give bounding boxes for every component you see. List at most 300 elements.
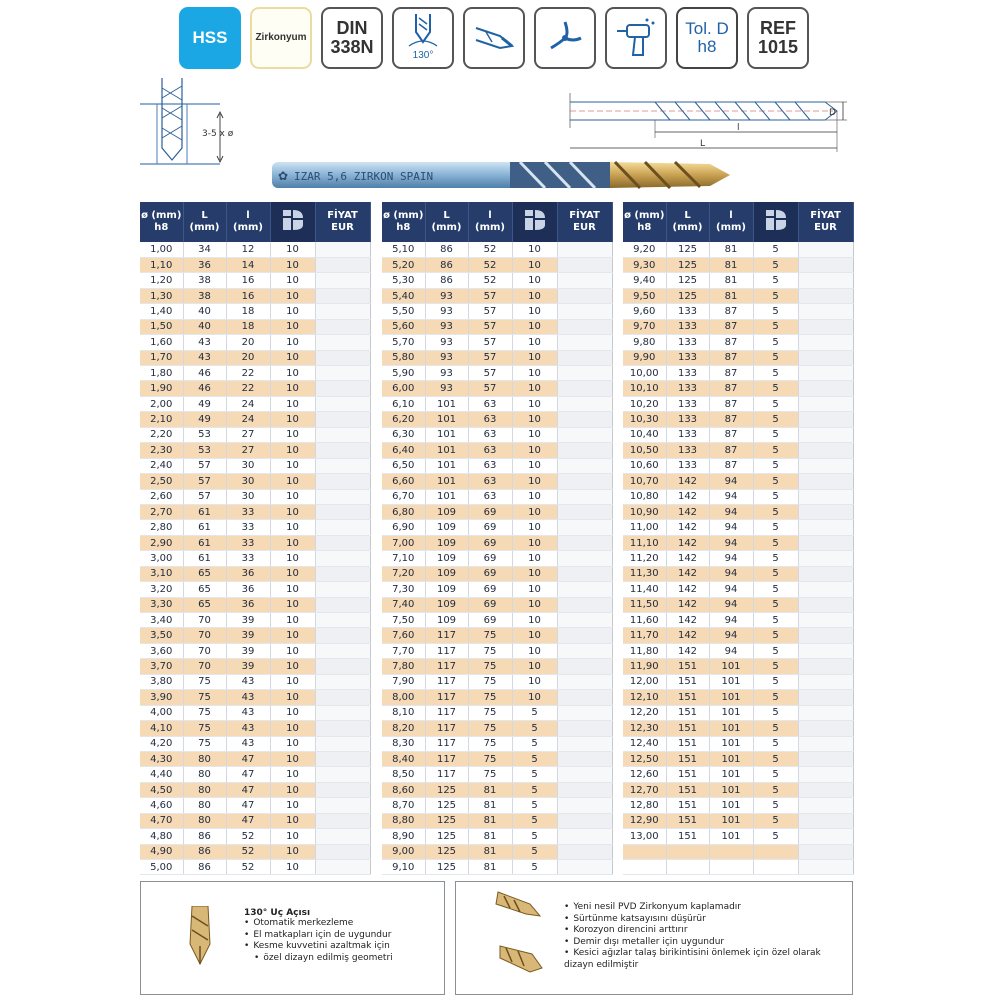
cell-flute-length: 101 [709,690,753,705]
cell-price [798,782,853,797]
cell-price [557,458,612,473]
table-row [140,674,370,689]
cell-pack-quantity: 5 [753,690,798,705]
table-row [140,767,370,782]
cell-total-length: 142 [666,628,709,643]
cell-flute-length: 57 [468,335,512,350]
cell-diameter: 4,60 [140,798,183,813]
cell-flute-length: 94 [709,597,753,612]
table-row [382,535,612,550]
cell-pack-quantity: 10 [270,844,315,859]
table-row [623,412,853,427]
cell-price [315,582,370,597]
cell-price [315,690,370,705]
cell-diameter: 7,00 [382,535,425,550]
cell-flute-length: 43 [226,690,270,705]
cell-diameter: 12,40 [623,736,666,751]
reference-label-1: REF [760,18,796,39]
cell-diameter: 3,80 [140,674,183,689]
table-row [140,829,370,844]
table-row [623,551,853,566]
cell-diameter: 10,90 [623,504,666,519]
cell-price [798,412,853,427]
table-row [140,396,370,411]
table-row [140,566,370,581]
cell-diameter: 10,20 [623,396,666,411]
cell-pack-quantity: 5 [753,782,798,797]
cell-total-length: 80 [183,751,226,766]
table-row [382,674,612,689]
cell-pack-quantity: 5 [753,350,798,365]
cell-total-length: 65 [183,582,226,597]
cell-flute-length: 27 [226,443,270,458]
cell-price [557,767,612,782]
cell-diameter: 2,60 [140,489,183,504]
cell-pack-quantity: 5 [753,242,798,257]
table-row [623,288,853,303]
flute-length-label: l [737,123,740,133]
pack-icon [763,207,789,233]
cell-price [798,474,853,489]
cell-diameter: 11,60 [623,613,666,628]
cell-flute-length: 47 [226,767,270,782]
cell-flute-length: 16 [226,273,270,288]
cell-total-length: 101 [425,458,468,473]
cell-price [557,412,612,427]
cell-pack-quantity: 5 [753,767,798,782]
cell-total-length: 142 [666,643,709,658]
cell-pack-quantity: 10 [512,396,557,411]
cell-total-length: 101 [425,396,468,411]
cell-pack-quantity: 10 [270,366,315,381]
header-price: FİYAT EUR [557,202,612,242]
cell-pack-quantity: 5 [512,736,557,751]
cell-price [798,489,853,504]
cell-flute-length: 39 [226,628,270,643]
hand-drill-icon [613,15,659,61]
table-row [140,504,370,519]
cell-price [798,705,853,720]
coating-list [564,902,821,960]
cell-pack-quantity: 5 [753,613,798,628]
cell-price [557,489,612,504]
cell-pack-quantity: 5 [753,412,798,427]
cell-flute-length: 52 [226,844,270,859]
cell-pack-quantity: 10 [512,319,557,334]
point-angle-label: 130° [412,50,434,62]
cell-total-length: 142 [666,597,709,612]
cell-diameter: 6,00 [382,381,425,396]
cell-price [315,860,370,875]
cell-price [557,582,612,597]
cell-price [557,304,612,319]
cell-diameter: 3,20 [140,582,183,597]
cell-diameter: 3,40 [140,613,183,628]
table-row [623,427,853,442]
cell-diameter: 2,80 [140,520,183,535]
cell-pack-quantity: 10 [270,751,315,766]
cell-flute-length: 69 [468,551,512,566]
cell-diameter: 9,20 [623,242,666,257]
table-row [140,273,370,288]
cell-diameter: 8,00 [382,690,425,705]
cell-pack-quantity: 10 [270,535,315,550]
cell-diameter: 2,90 [140,535,183,550]
table-row [382,319,612,334]
table-row [140,319,370,334]
table-row [140,643,370,658]
cell-pack-quantity: 5 [753,319,798,334]
din-badge [321,7,383,69]
tolerance-label-1: Tol. D [685,19,729,39]
cell-diameter: 2,00 [140,396,183,411]
cell-flute-length: 30 [226,474,270,489]
cell-pack-quantity: 10 [270,288,315,303]
cell-price [798,288,853,303]
cell-diameter: 11,30 [623,566,666,581]
cell-diameter: 1,80 [140,366,183,381]
cell-flute-length: 94 [709,474,753,489]
cell-total-length: 86 [183,829,226,844]
cell-pack-quantity: 10 [512,242,557,257]
cell-pack-quantity: 10 [512,350,557,365]
cell-price [315,798,370,813]
table-row [382,242,612,257]
cell-pack-quantity: 10 [512,597,557,612]
cell-total-length: 117 [425,628,468,643]
cell-total-length: 125 [425,844,468,859]
cell-flute-length: 69 [468,520,512,535]
cell-diameter: 5,20 [382,257,425,272]
cell-total-length: 117 [425,659,468,674]
cell-price [315,288,370,303]
cell-diameter: 4,80 [140,829,183,844]
cell-price [315,844,370,859]
cell-total-length: 125 [425,813,468,828]
cell-total-length: 151 [666,751,709,766]
table-row [140,535,370,550]
cell-total-length: 36 [183,257,226,272]
cell-flute-length: 87 [709,366,753,381]
cell-total-length: 86 [425,242,468,257]
cell-diameter: 1,70 [140,350,183,365]
cell-flute-length: 101 [709,782,753,797]
table-row [382,844,612,859]
table-row [382,566,612,581]
cell-diameter: 8,80 [382,813,425,828]
drill-bit-image [270,156,740,196]
cell-diameter: 10,40 [623,427,666,442]
cell-total-length: 43 [183,335,226,350]
cell-diameter: 11,90 [623,659,666,674]
cell-pack-quantity: 10 [270,458,315,473]
cell-total-length: 133 [666,458,709,473]
depth-label: 3-5 x ø [202,129,234,139]
cell-pack-quantity: 10 [270,273,315,288]
cell-diameter: 9,70 [623,319,666,334]
cell-diameter: 6,60 [382,474,425,489]
cell-flute-length: 43 [226,721,270,736]
cell-price [315,257,370,272]
cell-diameter: 1,60 [140,335,183,350]
table-row [140,736,370,751]
cell-price [315,613,370,628]
table-row [382,782,612,797]
cell-pack-quantity: 5 [753,628,798,643]
cell-flute-length: 81 [468,782,512,797]
feature-badges [179,7,809,69]
cell-diameter: 7,90 [382,674,425,689]
cell-pack-quantity: 10 [270,520,315,535]
cell-pack-quantity: 5 [753,257,798,272]
cell-diameter: 9,80 [623,335,666,350]
table-header-row [140,202,370,242]
cell-diameter: 10,10 [623,381,666,396]
cell-flute-length: 57 [468,304,512,319]
cell-flute-length: 22 [226,366,270,381]
cell-flute-length: 36 [226,597,270,612]
cell-diameter: 2,40 [140,458,183,473]
table-row [140,474,370,489]
cell-total-length: 34 [183,242,226,257]
table-row [382,860,612,875]
cell-flute-length: 75 [468,736,512,751]
table-row [382,396,612,411]
cell-diameter: 1,10 [140,257,183,272]
cell-flute-length: 81 [468,813,512,828]
table-row [382,813,612,828]
table-row [140,751,370,766]
cell-diameter: 11,50 [623,597,666,612]
cell-diameter: 11,80 [623,643,666,658]
cell-price [557,628,612,643]
cell-diameter: 8,70 [382,798,425,813]
cell-diameter: 6,30 [382,427,425,442]
cell-diameter: 5,80 [382,350,425,365]
cell-flute-length: 52 [226,860,270,875]
pack-icon [522,207,548,233]
list-item: • Yeni nesil PVD Zirkonyum kaplamadır [564,902,821,914]
cell-price [798,628,853,643]
cell-diameter: 6,40 [382,443,425,458]
cell-price [557,674,612,689]
table-row [623,443,853,458]
cell-flute-length: 101 [709,674,753,689]
cell-pack-quantity: 10 [270,335,315,350]
cell-flute-length: 39 [226,613,270,628]
cell-total-length: 125 [666,273,709,288]
cell-flute-length: 94 [709,566,753,581]
cell-flute-length: 63 [468,443,512,458]
cell-total-length: 70 [183,613,226,628]
cell-pack-quantity: 10 [512,335,557,350]
cell-pack-quantity: 10 [512,643,557,658]
cell-pack-quantity: 10 [512,288,557,303]
cell-flute-length: 69 [468,613,512,628]
cell-diameter: 3,90 [140,690,183,705]
cell-diameter: 10,60 [623,458,666,473]
cell-price [798,813,853,828]
cell-diameter: 3,00 [140,551,183,566]
table-row [623,659,853,674]
cell-price [315,829,370,844]
cell-price [798,690,853,705]
cell-diameter: 7,30 [382,582,425,597]
cell-total-length: 61 [183,535,226,550]
cell-flute-length: 87 [709,304,753,319]
cell-price [557,813,612,828]
cell-flute-length: 81 [709,273,753,288]
cell-diameter: 12,90 [623,813,666,828]
cell-diameter: 12,70 [623,782,666,797]
cell-pack-quantity: 10 [270,551,315,566]
cell-total-length: 75 [183,721,226,736]
cell-total-length: 93 [425,335,468,350]
cell-diameter: 12,00 [623,674,666,689]
cell-diameter: 5,50 [382,304,425,319]
header-pack-quantity [512,202,557,242]
table-row [623,319,853,334]
cell-pack-quantity: 10 [512,443,557,458]
cell-pack-quantity: 5 [753,582,798,597]
cell-price [798,751,853,766]
cell-total-length: 142 [666,520,709,535]
cell-pack-quantity: 5 [753,489,798,504]
cell-flute-length: 101 [709,659,753,674]
cell-price [315,396,370,411]
cell-pack-quantity: 5 [753,304,798,319]
cell-price [315,335,370,350]
cell-total-length: 93 [425,304,468,319]
cell-total-length: 40 [183,319,226,334]
pack-icon [280,207,306,233]
cell-diameter: 1,20 [140,273,183,288]
cell-diameter: 4,10 [140,721,183,736]
cell-price [798,721,853,736]
table-row [623,751,853,766]
cell-flute-length: 69 [468,597,512,612]
cell-flute-length: 101 [709,736,753,751]
table-row [382,798,612,813]
cell-pack-quantity: 10 [270,659,315,674]
cell-price [557,350,612,365]
cell-flute-length: 81 [709,242,753,257]
cell-pack-quantity: 10 [512,474,557,489]
cell-price [315,767,370,782]
split-point-icon [472,18,516,58]
cell-pack-quantity: 5 [753,443,798,458]
cell-price [557,705,612,720]
table-row [623,674,853,689]
cell-pack-quantity: 5 [512,844,557,859]
cell-diameter: 3,70 [140,659,183,674]
cell-flute-length: 81 [709,257,753,272]
cell-flute-length: 94 [709,582,753,597]
header-pack-quantity [270,202,315,242]
table-row [140,628,370,643]
cell-total-length: 80 [183,813,226,828]
cell-pack-quantity: 5 [753,288,798,303]
cell-pack-quantity: 5 [512,705,557,720]
cell-flute-length: 75 [468,767,512,782]
cell-flute-length: 101 [709,829,753,844]
table-row [140,412,370,427]
cell-total-length: 142 [666,551,709,566]
table-row [623,813,853,828]
cell-total-length: 70 [183,628,226,643]
table-row [382,751,612,766]
table-row [623,535,853,550]
cell-price [798,427,853,442]
cell-total-length: 49 [183,412,226,427]
cell-flute-length: 47 [226,798,270,813]
cell-pack-quantity: 5 [753,643,798,658]
table-row [623,242,853,257]
table-row [623,860,853,875]
table-row [623,257,853,272]
cell-pack-quantity: 10 [512,674,557,689]
cell-total-length: 53 [183,443,226,458]
table-row [140,350,370,365]
table-row [382,273,612,288]
table-row [382,628,612,643]
cell-price [557,721,612,736]
cell-total-length: 142 [666,582,709,597]
cell-pack-quantity: 10 [270,767,315,782]
table-row [382,458,612,473]
cell-total-length: 133 [666,335,709,350]
cell-total-length: 133 [666,350,709,365]
cell-total-length: 117 [425,721,468,736]
diameter-label: D [829,108,836,118]
table-row [140,366,370,381]
cell-diameter [623,860,666,875]
cell-total-length: 109 [425,582,468,597]
table-row [140,381,370,396]
cell-total-length: 93 [425,350,468,365]
cell-diameter: 10,00 [623,366,666,381]
table-row [140,782,370,797]
cell-price [798,242,853,257]
cell-flute-length: 57 [468,319,512,334]
cell-total-length: 109 [425,535,468,550]
cell-diameter: 8,10 [382,705,425,720]
cell-flute-length: 87 [709,350,753,365]
cell-price [315,782,370,797]
table-row [382,613,612,628]
cell-diameter: 6,50 [382,458,425,473]
cell-total-length: 86 [425,257,468,272]
list-item: • Sürtünme katsayısını düşürür [564,914,821,926]
cell-total-length: 57 [183,489,226,504]
drilling-depth-diagram [140,78,250,178]
cell-price [557,242,612,257]
cell-diameter: 7,40 [382,597,425,612]
table-row [382,767,612,782]
cell-diameter: 10,30 [623,412,666,427]
cell-total-length: 101 [425,443,468,458]
cell-flute-length: 87 [709,443,753,458]
cell-price [798,504,853,519]
cell-price [798,566,853,581]
cell-diameter: 6,10 [382,396,425,411]
cell-pack-quantity: 5 [512,751,557,766]
header-flute-length: l (mm) [226,202,270,242]
cell-flute-length: 94 [709,504,753,519]
cell-pack-quantity: 10 [270,304,315,319]
cell-total-length: 86 [183,860,226,875]
cell-flute-length: 81 [468,798,512,813]
